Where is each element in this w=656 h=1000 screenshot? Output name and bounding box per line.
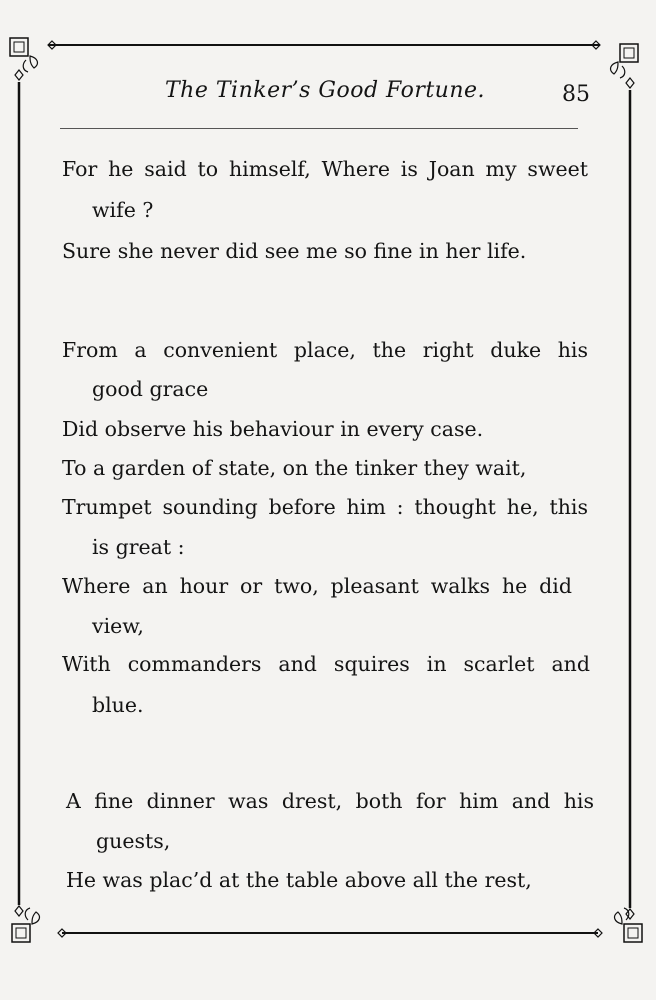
verse-line-continuation: is great : <box>92 535 185 559</box>
header-rule <box>60 128 578 129</box>
running-head <box>60 76 600 116</box>
verse-line-continuation: wife ? <box>92 198 154 222</box>
verse-line-continuation: good grace <box>92 377 209 401</box>
verse-line: Where an hour or two, pleasant walks he did <box>62 574 572 598</box>
page-number: 85 <box>562 82 590 107</box>
verse-line-continuation: guests, <box>96 829 171 853</box>
verse-line: With commanders and squires in scarlet and <box>62 652 590 676</box>
verse-line-continuation: blue. <box>92 693 144 717</box>
verse-line: He was plac’d at the table above all the rest, <box>66 868 532 892</box>
verse-line: Sure she never did see me so fine in her life. <box>62 239 527 263</box>
chapter-title: The Tinker’s Good Fortune. <box>165 78 486 103</box>
verse-line: From a convenient place, the right duke his <box>62 338 588 362</box>
verse-line: Did observe his behaviour in every case. <box>62 417 484 441</box>
verse-line-continuation: view, <box>92 614 144 638</box>
verse-line: To a garden of state, on the tinker they wait, <box>62 456 527 480</box>
verse-line: For he said to himself, Where is Joan my sweet <box>62 157 588 181</box>
verse-line: Trumpet sounding before him : thought he, this <box>62 495 588 519</box>
verse-line: A fine dinner was drest, both for him and his <box>66 789 594 813</box>
